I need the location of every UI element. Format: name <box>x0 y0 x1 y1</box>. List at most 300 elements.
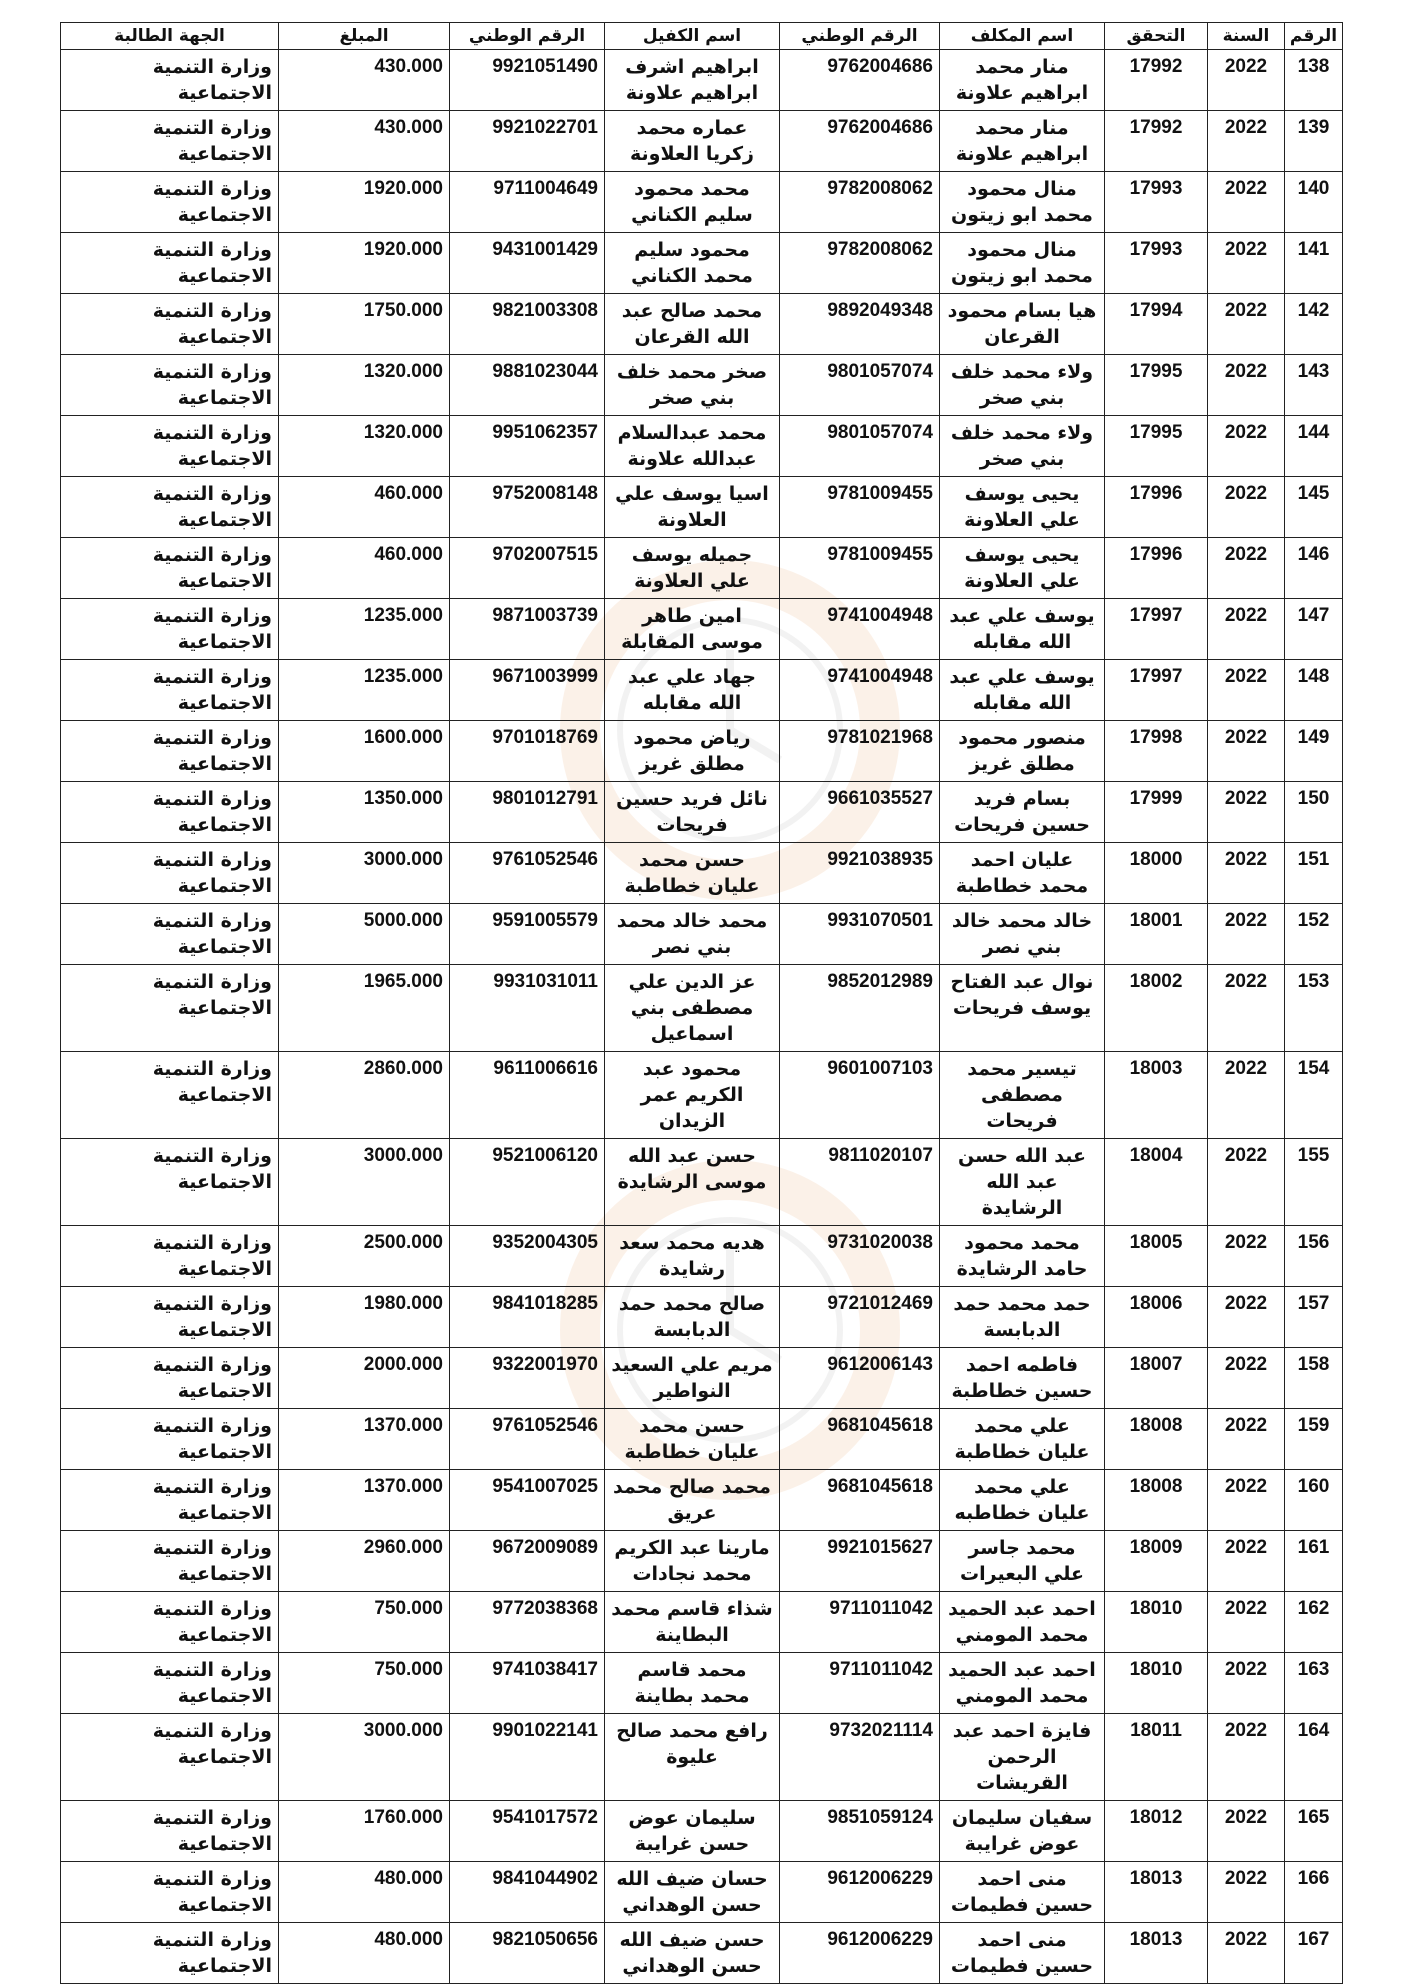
cell-name-debtor: يوسف علي عبد الله مقابله <box>940 599 1105 660</box>
cell-num: 155 <box>1285 1139 1343 1226</box>
cell-national-id-guarantor: 9352004305 <box>450 1226 605 1287</box>
cell-amount: 1600.000 <box>279 721 450 782</box>
cell-national-id-debtor: 9892049348 <box>780 294 940 355</box>
cell-national-id-guarantor: 9931031011 <box>450 965 605 1052</box>
cell-year: 2022 <box>1208 1348 1285 1409</box>
cell-national-id-guarantor: 9322001970 <box>450 1348 605 1409</box>
cell-num: 162 <box>1285 1592 1343 1653</box>
cell-name-debtor: منصور محمود مطلق غريز <box>940 721 1105 782</box>
cell-amount: 460.000 <box>279 538 450 599</box>
cell-name-guarantor: حسان ضيف الله حسن الوهداني <box>605 1862 780 1923</box>
table-row <box>61 965 1343 1052</box>
cell-name-guarantor: محمد محمود سليم الكناني <box>605 172 780 233</box>
cell-year: 2022 <box>1208 1801 1285 1862</box>
cell-id: 18013 <box>1105 1862 1208 1923</box>
cell-name-guarantor: شذاء قاسم محمد البطاينة <box>605 1592 780 1653</box>
cell-name-guarantor: حسن محمد عليان خطاطبة <box>605 843 780 904</box>
cell-requesting-party: وزارة التنمية الاجتماعية <box>61 660 279 721</box>
cell-national-id-guarantor: 9541007025 <box>450 1470 605 1531</box>
cell-national-id-debtor: 9681045618 <box>780 1470 940 1531</box>
table-row <box>61 904 1343 965</box>
cell-name-debtor: فايزة احمد عبد الرحمن القريشات <box>940 1714 1105 1801</box>
cell-name-debtor: ولاء محمد خلف بني صخر <box>940 355 1105 416</box>
cell-name-guarantor: محمد قاسم محمد بطاينة <box>605 1653 780 1714</box>
cell-national-id-debtor: 9762004686 <box>780 50 940 111</box>
cell-national-id-debtor: 9801057074 <box>780 416 940 477</box>
cell-name-guarantor: صالح محمد حمد الدبابسة <box>605 1287 780 1348</box>
cell-national-id-debtor: 9852012989 <box>780 965 940 1052</box>
cell-name-guarantor: محمود سليم محمد الكناني <box>605 233 780 294</box>
cell-year: 2022 <box>1208 172 1285 233</box>
cell-num: 148 <box>1285 660 1343 721</box>
cell-amount: 430.000 <box>279 50 450 111</box>
cell-year: 2022 <box>1208 1470 1285 1531</box>
cell-name-debtor: منار محمد ابراهيم علاونة <box>940 111 1105 172</box>
table-row <box>61 1409 1343 1470</box>
cell-name-guarantor: جميله يوسف علي العلاونة <box>605 538 780 599</box>
cell-national-id-guarantor: 9672009089 <box>450 1531 605 1592</box>
cell-national-id-guarantor: 9741038417 <box>450 1653 605 1714</box>
cell-name-debtor: منال محمود محمد ابو زيتون <box>940 172 1105 233</box>
cell-year: 2022 <box>1208 965 1285 1052</box>
cell-national-id-debtor: 9612006229 <box>780 1923 940 1984</box>
cell-name-guarantor: عز الدين علي مصطفى بني اسماعيل <box>605 965 780 1052</box>
cell-national-id-guarantor: 9431001429 <box>450 233 605 294</box>
cell-num: 165 <box>1285 1801 1343 1862</box>
cell-requesting-party: وزارة التنمية الاجتماعية <box>61 233 279 294</box>
cell-name-guarantor: حسن عبد الله موسى الرشايدة <box>605 1139 780 1226</box>
cell-year: 2022 <box>1208 1592 1285 1653</box>
cell-national-id-debtor: 9921038935 <box>780 843 940 904</box>
cell-national-id-guarantor: 9881023044 <box>450 355 605 416</box>
cell-id: 18008 <box>1105 1409 1208 1470</box>
table-row <box>61 111 1343 172</box>
header-year: السنة <box>1208 23 1285 50</box>
cell-national-id-debtor: 9601007103 <box>780 1052 940 1139</box>
cell-amount: 1370.000 <box>279 1409 450 1470</box>
cell-name-debtor: محمد محمود حامد الرشايدة <box>940 1226 1105 1287</box>
cell-year: 2022 <box>1208 1531 1285 1592</box>
cell-national-id-guarantor: 9951062357 <box>450 416 605 477</box>
cell-amount: 3000.000 <box>279 843 450 904</box>
cell-num: 151 <box>1285 843 1343 904</box>
cell-year: 2022 <box>1208 50 1285 111</box>
cell-name-debtor: نوال عبد الفتاح يوسف فريحات <box>940 965 1105 1052</box>
cell-name-guarantor: رياض محمود مطلق غريز <box>605 721 780 782</box>
table-row <box>61 1653 1343 1714</box>
cell-id: 17992 <box>1105 50 1208 111</box>
cell-year: 2022 <box>1208 111 1285 172</box>
cell-requesting-party: وزارة التنمية الاجتماعية <box>61 1801 279 1862</box>
cell-national-id-debtor: 9721012469 <box>780 1287 940 1348</box>
cell-national-id-guarantor: 9921022701 <box>450 111 605 172</box>
cell-requesting-party: وزارة التنمية الاجتماعية <box>61 1409 279 1470</box>
cell-id: 17996 <box>1105 538 1208 599</box>
cell-id: 17997 <box>1105 599 1208 660</box>
cell-num: 157 <box>1285 1287 1343 1348</box>
header-name1: اسم المكلف <box>940 23 1105 50</box>
cell-year: 2022 <box>1208 477 1285 538</box>
cell-num: 153 <box>1285 965 1343 1052</box>
cell-id: 17999 <box>1105 782 1208 843</box>
cell-name-guarantor: اسيا يوسف علي العلاونة <box>605 477 780 538</box>
cell-requesting-party: وزارة التنمية الاجتماعية <box>61 1226 279 1287</box>
cell-name-guarantor: ابراهيم اشرف ابراهيم علاونة <box>605 50 780 111</box>
cell-id: 18009 <box>1105 1531 1208 1592</box>
cell-year: 2022 <box>1208 355 1285 416</box>
cell-name-debtor: بسام فريد حسين فريحات <box>940 782 1105 843</box>
cell-name-guarantor: محمود عبد الكريم عمر الزيدان <box>605 1052 780 1139</box>
cell-national-id-guarantor: 9761052546 <box>450 843 605 904</box>
cell-national-id-guarantor: 9701018769 <box>450 721 605 782</box>
table-row <box>61 1348 1343 1409</box>
table-row <box>61 1139 1343 1226</box>
header-nat1: الرقم الوطني <box>780 23 940 50</box>
table-header-row <box>61 23 1343 50</box>
cell-requesting-party: وزارة التنمية الاجتماعية <box>61 1531 279 1592</box>
cell-id: 17995 <box>1105 355 1208 416</box>
cell-name-guarantor: محمد خالد محمد بني نصر <box>605 904 780 965</box>
cell-national-id-guarantor: 9761052546 <box>450 1409 605 1470</box>
cell-national-id-debtor: 9851059124 <box>780 1801 940 1862</box>
cell-num: 154 <box>1285 1052 1343 1139</box>
table-row <box>61 782 1343 843</box>
cell-name-guarantor: مارينا عبد الكريم محمد نجادات <box>605 1531 780 1592</box>
cell-id: 18001 <box>1105 904 1208 965</box>
cell-year: 2022 <box>1208 599 1285 660</box>
cell-name-debtor: علي محمد عليان خطاطبه <box>940 1470 1105 1531</box>
cell-national-id-guarantor: 9921051490 <box>450 50 605 111</box>
cell-num: 138 <box>1285 50 1343 111</box>
cell-name-debtor: احمد عبد الحميد محمد المومني <box>940 1592 1105 1653</box>
cell-year: 2022 <box>1208 294 1285 355</box>
cell-year: 2022 <box>1208 904 1285 965</box>
cell-national-id-guarantor: 9841018285 <box>450 1287 605 1348</box>
cell-name-guarantor: حسن ضيف الله حسن الوهداني <box>605 1923 780 1984</box>
cell-year: 2022 <box>1208 721 1285 782</box>
cell-name-guarantor: امين طاهر موسى المقابلة <box>605 599 780 660</box>
cell-amount: 1235.000 <box>279 599 450 660</box>
cell-amount: 1350.000 <box>279 782 450 843</box>
header-num: الرقم <box>1285 23 1343 50</box>
cell-num: 146 <box>1285 538 1343 599</box>
cell-requesting-party: وزارة التنمية الاجتماعية <box>61 1714 279 1801</box>
cell-num: 158 <box>1285 1348 1343 1409</box>
cell-id: 17993 <box>1105 172 1208 233</box>
cell-name-debtor: تيسير محمد مصطفى فريحات <box>940 1052 1105 1139</box>
cell-requesting-party: وزارة التنمية الاجتماعية <box>61 477 279 538</box>
header-amount: المبلغ <box>279 23 450 50</box>
cell-id: 17997 <box>1105 660 1208 721</box>
cell-num: 141 <box>1285 233 1343 294</box>
cell-amount: 2500.000 <box>279 1226 450 1287</box>
cell-national-id-debtor: 9612006229 <box>780 1862 940 1923</box>
cell-requesting-party: وزارة التنمية الاجتماعية <box>61 843 279 904</box>
table-row <box>61 1862 1343 1923</box>
cell-id: 18012 <box>1105 1801 1208 1862</box>
cell-name-debtor: حمد محمد حمد الدبابسة <box>940 1287 1105 1348</box>
cell-national-id-guarantor: 9521006120 <box>450 1139 605 1226</box>
cell-num: 143 <box>1285 355 1343 416</box>
cell-national-id-guarantor: 9671003999 <box>450 660 605 721</box>
cell-name-guarantor: رافع محمد صالح عليوة <box>605 1714 780 1801</box>
cell-id: 18010 <box>1105 1592 1208 1653</box>
header-name2: اسم الكفيل <box>605 23 780 50</box>
cell-amount: 1370.000 <box>279 1470 450 1531</box>
cell-requesting-party: وزارة التنمية الاجتماعية <box>61 1139 279 1226</box>
cell-num: 159 <box>1285 1409 1343 1470</box>
header-party: الجهة الطالبة <box>61 23 279 50</box>
cell-national-id-guarantor: 9541017572 <box>450 1801 605 1862</box>
cell-name-debtor: علي محمد عليان خطاطبة <box>940 1409 1105 1470</box>
table-row <box>61 477 1343 538</box>
cell-name-guarantor: محمد صالح محمد عريق <box>605 1470 780 1531</box>
cell-national-id-guarantor: 9702007515 <box>450 538 605 599</box>
cell-requesting-party: وزارة التنمية الاجتماعية <box>61 1348 279 1409</box>
cell-num: 164 <box>1285 1714 1343 1801</box>
cell-name-debtor: خالد محمد خالد بني نصر <box>940 904 1105 965</box>
cell-amount: 1320.000 <box>279 416 450 477</box>
cell-name-guarantor: محمد عبدالسلام عبدالله علاونة <box>605 416 780 477</box>
cell-name-guarantor: حسن محمد عليان خطاطبة <box>605 1409 780 1470</box>
table-row <box>61 538 1343 599</box>
cell-name-guarantor: نائل فريد حسين فريحات <box>605 782 780 843</box>
cell-id: 18000 <box>1105 843 1208 904</box>
cell-id: 17998 <box>1105 721 1208 782</box>
cell-name-guarantor: مريم علي السعيد النواطير <box>605 1348 780 1409</box>
cell-year: 2022 <box>1208 1409 1285 1470</box>
cell-year: 2022 <box>1208 538 1285 599</box>
cell-year: 2022 <box>1208 1287 1285 1348</box>
cell-num: 152 <box>1285 904 1343 965</box>
cell-national-id-debtor: 9921015627 <box>780 1531 940 1592</box>
cell-amount: 1760.000 <box>279 1801 450 1862</box>
cell-id: 17995 <box>1105 416 1208 477</box>
cell-id: 18008 <box>1105 1470 1208 1531</box>
cell-national-id-debtor: 9931070501 <box>780 904 940 965</box>
cell-num: 149 <box>1285 721 1343 782</box>
header-nat2: الرقم الوطني <box>450 23 605 50</box>
cell-requesting-party: وزارة التنمية الاجتماعية <box>61 355 279 416</box>
cell-national-id-debtor: 9661035527 <box>780 782 940 843</box>
cell-national-id-guarantor: 9841044902 <box>450 1862 605 1923</box>
cell-national-id-debtor: 9612006143 <box>780 1348 940 1409</box>
cell-national-id-debtor: 9782008062 <box>780 172 940 233</box>
cell-amount: 2860.000 <box>279 1052 450 1139</box>
header-id: التحقق <box>1105 23 1208 50</box>
cell-year: 2022 <box>1208 660 1285 721</box>
cell-requesting-party: وزارة التنمية الاجتماعية <box>61 172 279 233</box>
cell-amount: 2000.000 <box>279 1348 450 1409</box>
cell-num: 160 <box>1285 1470 1343 1531</box>
cell-id: 17993 <box>1105 233 1208 294</box>
cell-year: 2022 <box>1208 843 1285 904</box>
cell-amount: 1920.000 <box>279 172 450 233</box>
cell-name-debtor: فاطمه احمد حسين خطاطبة <box>940 1348 1105 1409</box>
cell-id: 18003 <box>1105 1052 1208 1139</box>
cell-national-id-debtor: 9781009455 <box>780 538 940 599</box>
cell-requesting-party: وزارة التنمية الاجتماعية <box>61 294 279 355</box>
cell-requesting-party: وزارة التنمية الاجتماعية <box>61 721 279 782</box>
cell-requesting-party: وزارة التنمية الاجتماعية <box>61 538 279 599</box>
cell-num: 145 <box>1285 477 1343 538</box>
cell-year: 2022 <box>1208 1714 1285 1801</box>
table-row <box>61 1801 1343 1862</box>
cell-amount: 1965.000 <box>279 965 450 1052</box>
cell-id: 18006 <box>1105 1287 1208 1348</box>
cell-num: 147 <box>1285 599 1343 660</box>
cell-year: 2022 <box>1208 1139 1285 1226</box>
cell-name-debtor: يحيى يوسف علي العلاونة <box>940 477 1105 538</box>
cell-national-id-guarantor: 9711004649 <box>450 172 605 233</box>
cell-national-id-guarantor: 9611006616 <box>450 1052 605 1139</box>
cell-year: 2022 <box>1208 1052 1285 1139</box>
cell-num: 150 <box>1285 782 1343 843</box>
cell-id: 18005 <box>1105 1226 1208 1287</box>
table-row <box>61 1592 1343 1653</box>
cell-amount: 430.000 <box>279 111 450 172</box>
cell-requesting-party: وزارة التنمية الاجتماعية <box>61 904 279 965</box>
cell-requesting-party: وزارة التنمية الاجتماعية <box>61 1470 279 1531</box>
table-row <box>61 1287 1343 1348</box>
cell-num: 142 <box>1285 294 1343 355</box>
cell-num: 156 <box>1285 1226 1343 1287</box>
cell-name-debtor: عليان احمد محمد خطاطبة <box>940 843 1105 904</box>
cell-num: 140 <box>1285 172 1343 233</box>
cell-name-debtor: يحيى يوسف علي العلاونة <box>940 538 1105 599</box>
cell-national-id-debtor: 9711011042 <box>780 1653 940 1714</box>
cell-amount: 3000.000 <box>279 1714 450 1801</box>
cell-amount: 1750.000 <box>279 294 450 355</box>
table-row <box>61 1226 1343 1287</box>
cell-num: 161 <box>1285 1531 1343 1592</box>
cell-num: 167 <box>1285 1923 1343 1984</box>
cell-amount: 460.000 <box>279 477 450 538</box>
cell-requesting-party: وزارة التنمية الاجتماعية <box>61 111 279 172</box>
cell-national-id-guarantor: 9801012791 <box>450 782 605 843</box>
cell-id: 18011 <box>1105 1714 1208 1801</box>
cell-requesting-party: وزارة التنمية الاجتماعية <box>61 50 279 111</box>
cell-national-id-debtor: 9782008062 <box>780 233 940 294</box>
cell-national-id-debtor: 9801057074 <box>780 355 940 416</box>
cell-amount: 1920.000 <box>279 233 450 294</box>
document-page <box>60 22 1342 1984</box>
cell-national-id-debtor: 9741004948 <box>780 660 940 721</box>
cell-id: 18004 <box>1105 1139 1208 1226</box>
cell-amount: 750.000 <box>279 1653 450 1714</box>
cell-name-guarantor: محمد صالح عبد الله القرعان <box>605 294 780 355</box>
cell-name-debtor: منى احمد حسين فطيمات <box>940 1923 1105 1984</box>
cell-requesting-party: وزارة التنمية الاجتماعية <box>61 1923 279 1984</box>
cell-amount: 480.000 <box>279 1862 450 1923</box>
table-row <box>61 1714 1343 1801</box>
cell-name-debtor: سفيان سليمان عوض غرايبة <box>940 1801 1105 1862</box>
cell-year: 2022 <box>1208 1226 1285 1287</box>
table-row <box>61 233 1343 294</box>
cell-amount: 1980.000 <box>279 1287 450 1348</box>
cell-name-debtor: يوسف علي عبد الله مقابله <box>940 660 1105 721</box>
cell-name-debtor: هيا بسام محمود القرعان <box>940 294 1105 355</box>
cell-name-debtor: محمد جاسر علي البعيرات <box>940 1531 1105 1592</box>
table-row <box>61 599 1343 660</box>
cell-national-id-guarantor: 9821050656 <box>450 1923 605 1984</box>
cell-id: 17992 <box>1105 111 1208 172</box>
cell-requesting-party: وزارة التنمية الاجتماعية <box>61 416 279 477</box>
cell-national-id-guarantor: 9821003308 <box>450 294 605 355</box>
cell-year: 2022 <box>1208 1862 1285 1923</box>
cell-requesting-party: وزارة التنمية الاجتماعية <box>61 1862 279 1923</box>
cell-id: 17996 <box>1105 477 1208 538</box>
cell-name-guarantor: عماره محمد زكريا العلاونة <box>605 111 780 172</box>
cell-national-id-debtor: 9711011042 <box>780 1592 940 1653</box>
cell-national-id-debtor: 9781021968 <box>780 721 940 782</box>
cell-id: 18013 <box>1105 1923 1208 1984</box>
cell-id: 17994 <box>1105 294 1208 355</box>
cell-national-id-debtor: 9781009455 <box>780 477 940 538</box>
cell-num: 139 <box>1285 111 1343 172</box>
table-row <box>61 50 1343 111</box>
cell-name-guarantor: صخر محمد خلف بني صخر <box>605 355 780 416</box>
cell-num: 166 <box>1285 1862 1343 1923</box>
cell-num: 144 <box>1285 416 1343 477</box>
cell-requesting-party: وزارة التنمية الاجتماعية <box>61 599 279 660</box>
cell-name-debtor: منال محمود محمد ابو زيتون <box>940 233 1105 294</box>
cell-requesting-party: وزارة التنمية الاجتماعية <box>61 1052 279 1139</box>
cell-amount: 5000.000 <box>279 904 450 965</box>
cell-name-debtor: احمد عبد الحميد محمد المومني <box>940 1653 1105 1714</box>
cell-name-debtor: عبد الله حسن عبد الله الرشايدة <box>940 1139 1105 1226</box>
cell-national-id-guarantor: 9772038368 <box>450 1592 605 1653</box>
cell-amount: 480.000 <box>279 1923 450 1984</box>
cell-national-id-debtor: 9741004948 <box>780 599 940 660</box>
cell-requesting-party: وزارة التنمية الاجتماعية <box>61 965 279 1052</box>
cell-year: 2022 <box>1208 782 1285 843</box>
cell-national-id-debtor: 9731020038 <box>780 1226 940 1287</box>
table-row <box>61 1470 1343 1531</box>
cell-num: 163 <box>1285 1653 1343 1714</box>
table-row <box>61 1531 1343 1592</box>
cell-amount: 3000.000 <box>279 1139 450 1226</box>
cell-id: 18007 <box>1105 1348 1208 1409</box>
table-row <box>61 416 1343 477</box>
cell-name-guarantor: هديه محمد سعد رشايدة <box>605 1226 780 1287</box>
cell-national-id-guarantor: 9871003739 <box>450 599 605 660</box>
cell-amount: 1320.000 <box>279 355 450 416</box>
cell-name-debtor: منى احمد حسين فطيمات <box>940 1862 1105 1923</box>
cell-amount: 750.000 <box>279 1592 450 1653</box>
table-row <box>61 843 1343 904</box>
cell-requesting-party: وزارة التنمية الاجتماعية <box>61 1592 279 1653</box>
cell-id: 18002 <box>1105 965 1208 1052</box>
cell-name-guarantor: جهاد علي عبد الله مقابله <box>605 660 780 721</box>
cell-national-id-guarantor: 9591005579 <box>450 904 605 965</box>
cell-national-id-guarantor: 9752008148 <box>450 477 605 538</box>
table-row <box>61 294 1343 355</box>
cell-amount: 1235.000 <box>279 660 450 721</box>
cell-year: 2022 <box>1208 1653 1285 1714</box>
cell-national-id-debtor: 9762004686 <box>780 111 940 172</box>
cell-name-guarantor: سليمان عوض حسن غرايبة <box>605 1801 780 1862</box>
cell-name-debtor: منار محمد ابراهيم علاونة <box>940 50 1105 111</box>
cell-name-debtor: ولاء محمد خلف بني صخر <box>940 416 1105 477</box>
cell-national-id-debtor: 9811020107 <box>780 1139 940 1226</box>
table-row <box>61 355 1343 416</box>
cell-year: 2022 <box>1208 233 1285 294</box>
records-table <box>60 22 1343 1984</box>
table-row <box>61 172 1343 233</box>
cell-amount: 2960.000 <box>279 1531 450 1592</box>
cell-requesting-party: وزارة التنمية الاجتماعية <box>61 782 279 843</box>
